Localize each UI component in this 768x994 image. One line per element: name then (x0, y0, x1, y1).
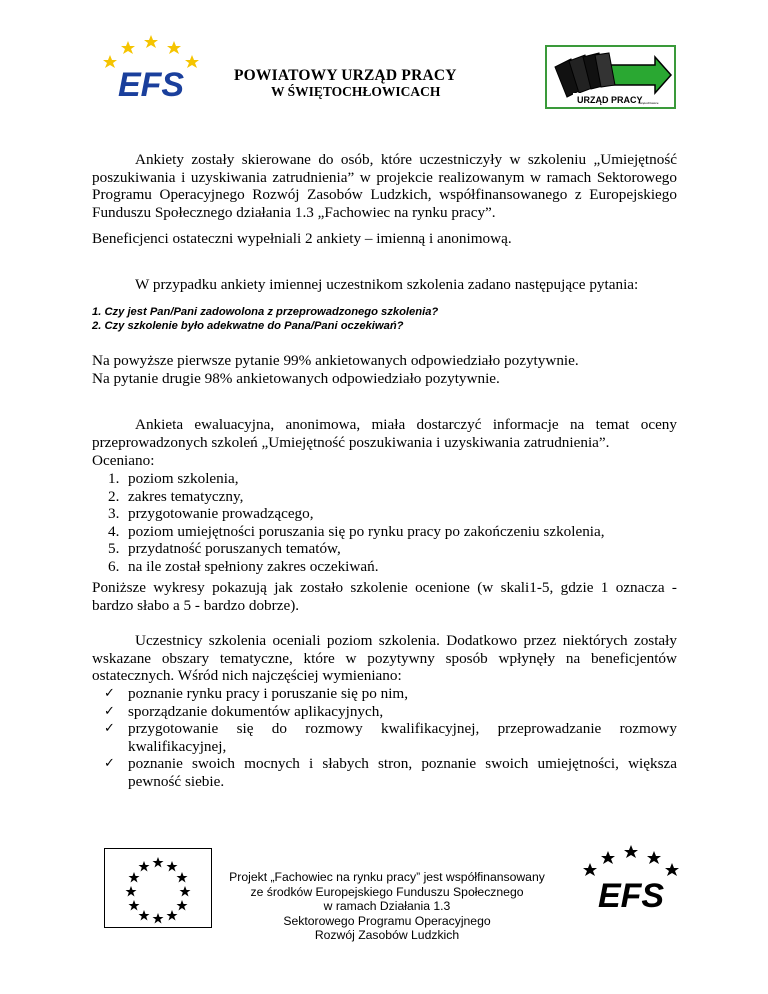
efs-logo-header (98, 33, 204, 101)
list-item: 5. przydatność poruszanych tematów, (108, 540, 341, 557)
efs-footer-stars-icon (578, 845, 684, 911)
footer-line-2: ze środków Europejskiego Funduszu Społecznego (250, 884, 524, 899)
list-item: ✓ poznanie rynku pracy i poruszanie się po nim, (104, 685, 409, 702)
list-item: 1. poziom szkolenia, (108, 470, 239, 487)
urzad-pracy-logo (545, 45, 676, 109)
efs-logo-footer (578, 845, 684, 911)
evaluation-intro: Ankieta ewaluacyjna, anonimowa, miała dostarczyć informacje na temat oceny przeprowadzonych szkoleń „Umiejętność poszukiwania i uzyskiwania zatrudnienia”. (92, 416, 677, 451)
list-item: 4. poziom umiejętności poruszania się po rynku pracy po zakończeniu szkolenia, (108, 522, 605, 540)
charts-note: Poniższe wykresy pokazują jak zostało szkolenie ocenione (w skali1-5, gdzie 1 oznacza - bardzo słabo a 5 - bardzo dobrze). (92, 579, 677, 614)
list-item: 3. przygotowanie prowadzącego, (108, 505, 314, 522)
footer-line-1: Projekt „Fachowiec na rynku pracy” jest współfinansowany (229, 870, 545, 884)
question-2: 2. Czy szkolenie było adekwatne do Pana/Pani oczekiwań? (92, 320, 404, 332)
cards-arrow-icon (547, 47, 674, 107)
eu-stars-icon (105, 849, 211, 927)
office-title: POWIATOWY URZĄD PRACY (234, 67, 457, 84)
check-icon: ✓ (104, 721, 115, 736)
participants-paragraph: Uczestnicy szkolenia oceniali poziom szkolenia. Dodatkowo przez niektórych zostały wskazane obszary tematyczne, które w pozytywny sposób wpłynęły na beneficjentów ostatecznych. Wśród nich najczęściej wymieniano: (92, 632, 677, 684)
topics-list (92, 685, 677, 790)
footer-line-5: Rozwój Zasobów Ludzkich (314, 928, 460, 942)
check-icon: ✓ (104, 686, 115, 701)
up-logo-label: URZĄD PRACY (577, 95, 643, 105)
footer-line-3: w ramach Działania 1.3 (323, 899, 451, 913)
list-item: ✓ poznanie swoich mocnych i słabych stron, poznanie swoich umiejętności, większa pewność siebie. (104, 755, 677, 790)
answer-2: Na pytanie drugie 98% ankietowanych odpowiedziało pozytywnie. (92, 370, 500, 387)
criteria-list (92, 470, 692, 575)
beneficiaries-line: Beneficjenci ostateczni wypełniali 2 ankiety – imienną i anonimową. (92, 230, 512, 247)
footer-text (222, 870, 552, 943)
list-item: 2. zakres tematyczny, (108, 487, 244, 505)
named-survey-intro: W przypadku ankiety imiennej uczestnikom szkolenia zadano następujące pytania: (135, 276, 639, 293)
rated-label: Oceniano: (92, 452, 155, 469)
check-icon: ✓ (104, 703, 115, 719)
efs-logo-text: EFS (117, 66, 185, 101)
eu-flag (104, 848, 212, 928)
list-item: ✓ przygotowanie się do rozmowy kwalifikacyjnej, przeprowadzanie rozmowy kwalifikacyjnej, (104, 720, 677, 755)
intro-paragraph: Ankiety zostały skierowane do osób, które uczestniczyły w szkoleniu „Umiejętność poszukiwania i uzyskiwania zatrudnienia” w projekcie realizowanym w ramach Sektorowego Programu Operacyjnego Rozwój Zasobów Ludzkich, współfinansowanego z Europejskiego Funduszu Społecznego działania 1.3 „Fachowiec na rynku pracy”. (92, 151, 677, 221)
answer-1: Na powyższe pierwsze pytanie 99% ankietowanych odpowiedziało pozytywnie. (92, 352, 579, 369)
efs-stars-icon (98, 33, 204, 101)
efs-footer-logo-text: EFS (597, 877, 665, 911)
office-subtitle: W ŚWIĘTOCHŁOWICACH (271, 84, 441, 99)
list-item: 6. na ile został spełniony zakres oczekiwań. (108, 557, 379, 575)
list-item: ✓ sporządzanie dokumentów aplikacyjnych, (104, 702, 384, 720)
question-1: 1. Czy jest Pan/Pani zadowolona z przeprowadzonego szkolenia? (92, 306, 439, 318)
check-icon: ✓ (104, 756, 115, 771)
up-logo-small: Świętochłowice (638, 101, 659, 105)
footer-line-4: Sektorowego Programu Operacyjnego (283, 913, 491, 928)
